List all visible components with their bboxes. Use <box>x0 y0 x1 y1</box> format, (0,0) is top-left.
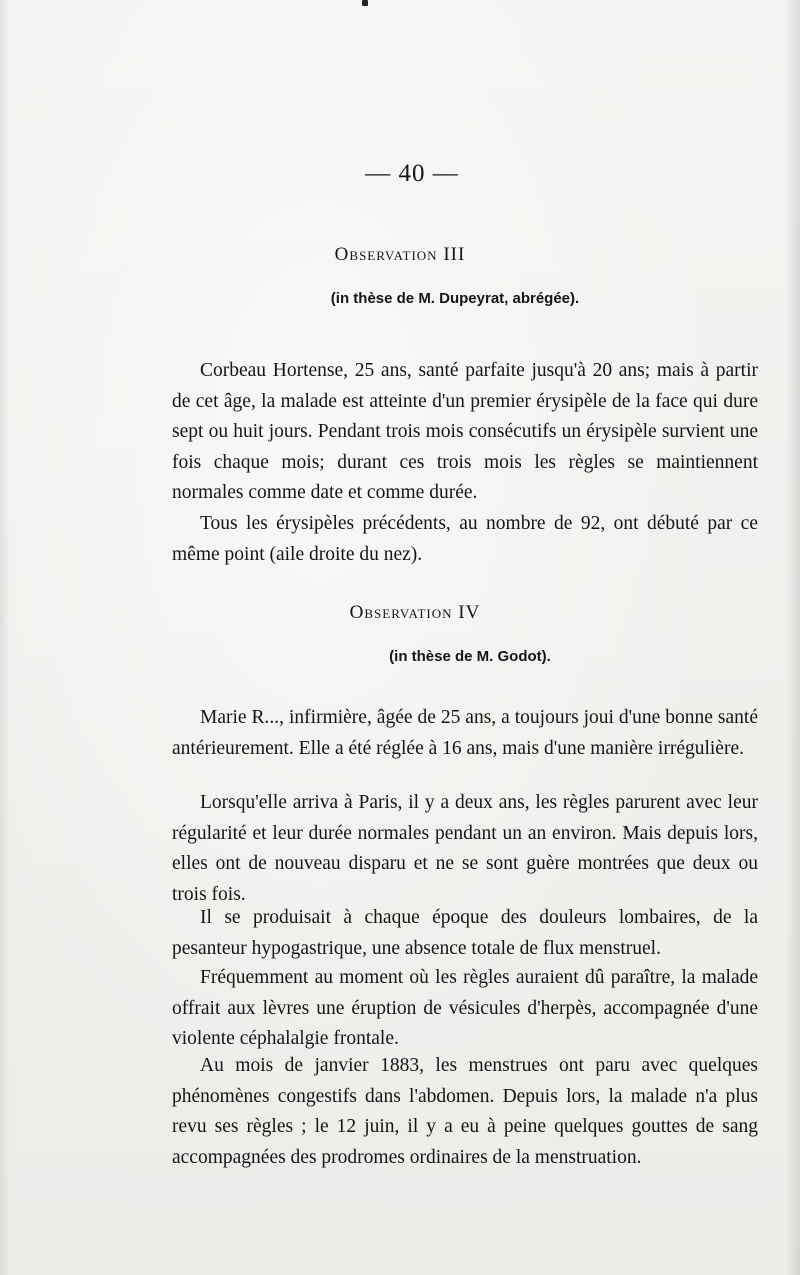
observation-4-paragraph: Lorsqu'elle arriva à Paris, il y a deux ans, les règles parurent avec leur régularité et leur durée normales pendant un an environ. Mais depuis lors, elles ont de nouveau disparu et ne se sont guère montrées que deux ou trois fois. <box>172 792 758 905</box>
observation-4-title: Observation IV <box>349 602 481 623</box>
observation-4-paragraph: Marie R..., infirmière, âgée de 25 ans, a toujours joui d'une bonne santé antérieurement. Elle a été réglée à 16 ans, mais d'une manière irrégulière. <box>172 707 758 759</box>
page-shadow-left <box>0 0 10 1275</box>
observation-3-title: Observation III <box>334 244 466 265</box>
page-shadow-right <box>786 0 800 1275</box>
observation-4-paragraph: Il se produisait à chaque époque des douleurs lombaires, de la pesanteur hypogastrique, une absence totale de flux menstruel. <box>172 907 758 959</box>
observation-4-paragraph: Fréquemment au moment où les règles auraient dû paraître, la malade offrait aux lèvres une éruption de vésicules d'herpès, accompagnée d'une violente céphalalgie frontale. <box>172 967 758 1050</box>
observation-3-source: (in thèse de M. Dupeyrat, abrégée). <box>330 290 580 307</box>
observation-3-paragraph: Tous les érysipèles précédents, au nombre de 92, ont débuté par ce même point (aile droite du nez). <box>172 513 758 565</box>
print-mark <box>362 0 368 6</box>
page-number: — 40 — <box>365 160 459 187</box>
observation-4-paragraph: Au mois de janvier 1883, les menstrues ont paru avec quelques phénomènes congestifs dans l'abdomen. Depuis lors, la malade n'a plus revu ses règles ; le 12 juin, il y a eu à peine quelques gouttes de sang accompagnées des prodromes ordinaires de la menstruation. <box>172 1055 758 1168</box>
observation-4-source: (in thèse de M. Godot). <box>389 648 551 665</box>
observation-3-paragraph: Corbeau Hortense, 25 ans, santé parfaite jusqu'à 20 ans; mais à partir de cet âge, la malade est atteinte d'un premier érysipèle de la face qui dure sept ou huit jours. Pendant trois mois consécutifs un érysipèle survient une fois chaque mois; durant ces trois mois les règles se maintiennent normales comme date et comme durée. <box>172 360 758 504</box>
